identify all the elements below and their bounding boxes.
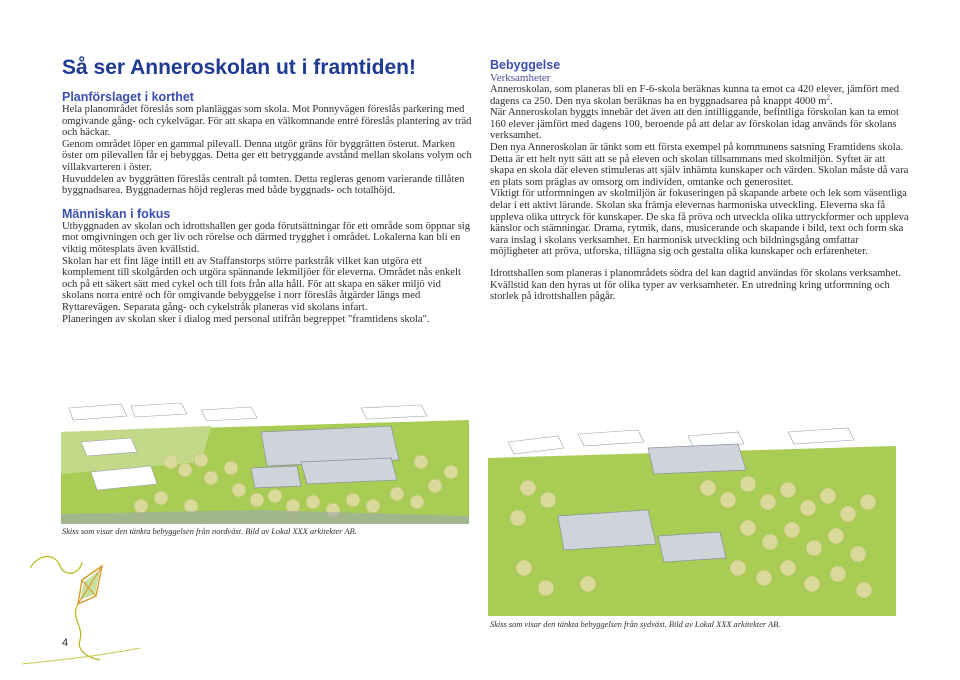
sketch-southwest-image bbox=[488, 418, 896, 616]
buildings-paragraph-3: Den nya Anneroskolan är tänkt som ett första exempel på kommunens satsning Framtidens skola. Detta är ett helt nytt sätt att se på eleven och skolan tillsammans med skolmiljön. Syftet är att skapa en skola där eleven stimuleras att själv inhämta kunskaper och värden. Skolan måste då vara en plats som präglas av omsorg om individen, omtanke och generositet. bbox=[490, 141, 909, 188]
plan-paragraph-3: Huvuddelen av byggrätten föreslås centralt på tomten. Detta regleras genom varierande tillåten byggnadsarea. Byggnadernas höjd regleras med både byggnads- och totalhöjd. bbox=[62, 173, 465, 197]
page-number: 4 bbox=[62, 637, 69, 649]
figure-caption-southwest: Skiss som visar den tänkta bebyggelsen från sydväst. Bild av Lokal XXX arkitekter AB. bbox=[490, 620, 781, 629]
kite-illustration-icon bbox=[20, 548, 170, 666]
buildings-paragraph-4: Viktigt för utformningen av skolmiljön är fokuseringen på skapande arbete och lek som väsentliga delar i ett aktivt lärande. Skolan ska främja elevernas harmoniska utveckling. Eleverna ska få uppleva olika uttryck för kunskaper. De ska få pröva och utveckla olika uttryckformer och uppleva känslor och stämningar. Drama, rytmik, dans, musicerande och skapande i bild, text och form ska vara inslag i skolans verksamhet. En harmonisk utveckling och bildningsgång omfattar möjligheter att pröva, utforska, tillägna sig och gestalta olika kunskaper och erfarenheter. bbox=[490, 188, 909, 258]
plan-paragraph-1: Hela planområdet föreslås som planläggas som skola. Mot Ponnyvägen föreslås parkering med omgivande gång- och cykelvägar. För att skapa en välkomnande entré föreslås plantering av träd och häckar. bbox=[62, 104, 472, 139]
sketch-northwest-image bbox=[61, 402, 469, 524]
buildings-paragraph-1-end: . bbox=[830, 95, 833, 107]
section-heading-plan: Planförslaget i korthet bbox=[62, 90, 194, 104]
people-paragraph-3: Planeringen av skolan sker i dialog med personal utifrån begreppet "framtidens skola". bbox=[62, 313, 430, 325]
people-paragraph-1: Utbyggnaden av skolan och idrottshallen ger goda förutsättningar för ett område som öppnar sig mot omgivningen och ger liv och rörelse och därmed trygghet i området. Lokalerna kan bli en viktig mötesplats även kvällstid. bbox=[62, 220, 471, 255]
buildings-paragraph-1 bbox=[490, 84, 910, 107]
section-heading-buildings: Bebyggelse bbox=[490, 58, 561, 72]
left-column bbox=[62, 90, 474, 325]
people-paragraph-2: Skolan har ett fint läge intill ett av Staffanstorps större parkstråk vilket kan utgöra ett komplement till skolgården och utgöra spännande lekmiljöer för eleverna. Området nås enkelt och på ett säkert sätt med cykel och till fots från alla håll. För att skapa en säker miljö vid skolans norra entré och för omgivande bebyggelse i norr föreslås åtgärder längs med Ryttarevägen. Separata gång- och cykelstråk planeras vid skolans infart. bbox=[62, 255, 461, 313]
right-column bbox=[490, 58, 910, 303]
plan-paragraph-2: Genom området löper en gammal pilevall. Denna utgör gräns för byggrätten österut. Marken öster om pilevallen får ej bebyggas. Detta ger ett betryggande avstånd mellan skolans volym och villakvarteren i öster. bbox=[62, 138, 472, 173]
buildings-paragraph-5: Idrottshallen som planeras i planområdets södra del kan dagtid användas för skolans verksamhet. Kvällstid kan den hyras ut för olika typer av verksamheter. En utredning kring utformning och storlek på idrottshallen pågår. bbox=[490, 267, 901, 303]
section-people bbox=[62, 207, 474, 325]
buildings-paragraph-1-text: Anneroskolan, som planeras bli en F-6-skola beräknas kunna ta emot ca 420 elever, jämfört med dagens ca 250. Den nya skolan beräknas ha en byggnadsarea på knappt 4000 m bbox=[490, 84, 900, 107]
figure-caption-northwest: Skiss som visar den tänkta bebyggelsen från nordväst. Bild av Lokal XXX arkitekter AB. bbox=[62, 527, 357, 536]
superscript-2: 2 bbox=[826, 93, 831, 102]
section-heading-people: Människan i fokus bbox=[62, 206, 171, 221]
buildings-paragraph-2: När Anneroskolan byggts innebär det även att den intilliggande, befintliga förskolan kan ta emot 160 elever jämfört med dagens 100, beroende på att delar av förskolan idag används för skolans verksamhet. bbox=[490, 107, 899, 142]
page-title: Så ser Anneroskolan ut i framtiden! bbox=[62, 56, 416, 79]
subheading-activities: Verksamheter bbox=[490, 72, 551, 84]
